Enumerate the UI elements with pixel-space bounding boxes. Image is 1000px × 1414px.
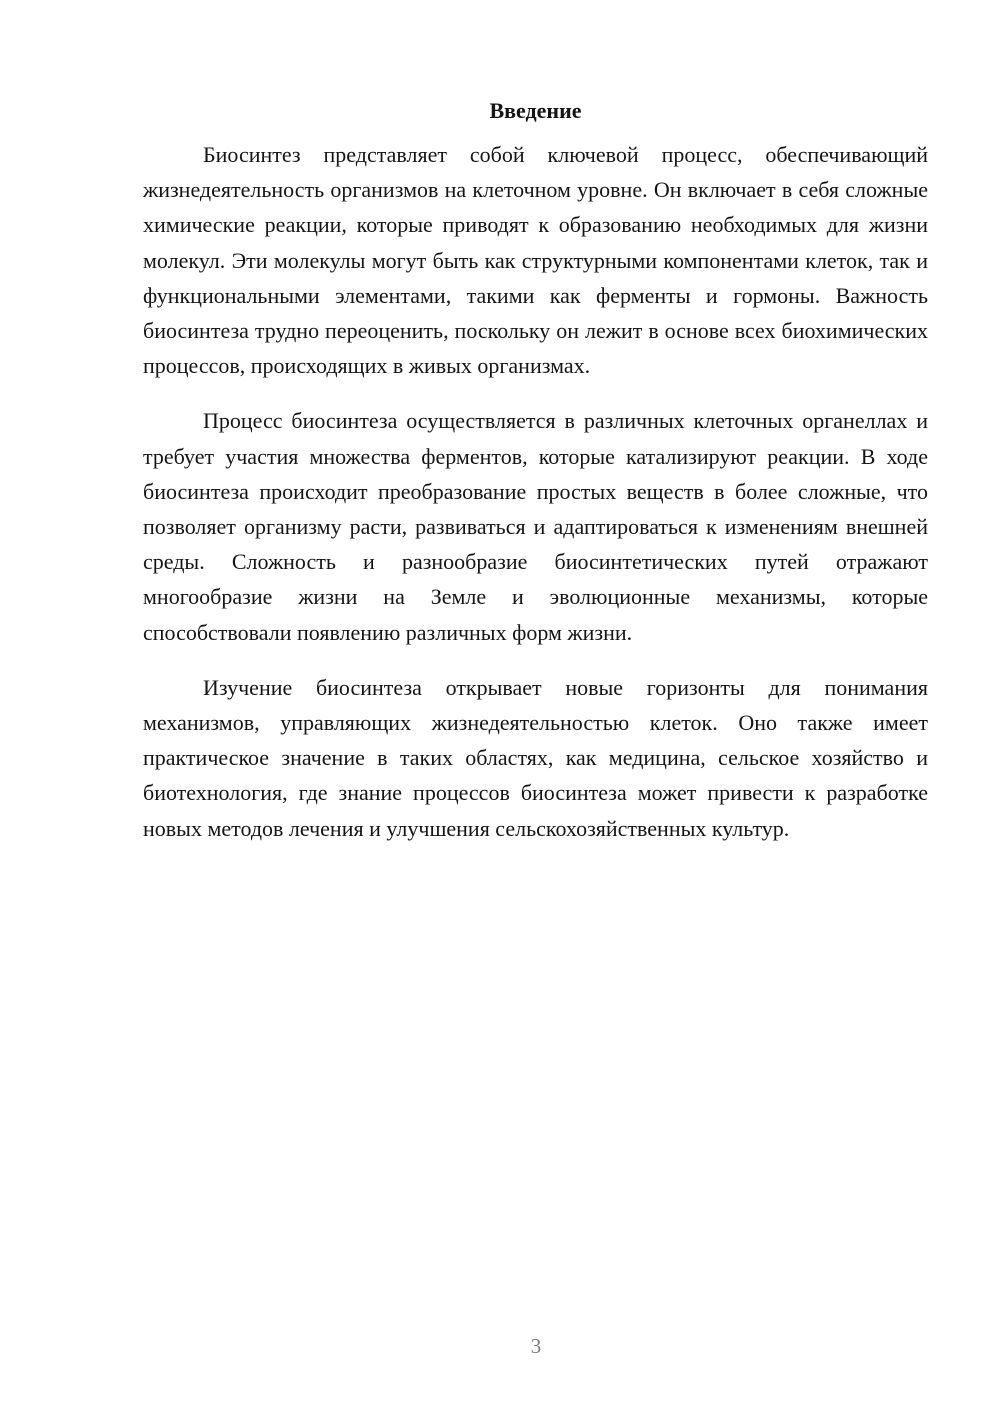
paragraph-1: Биосинтез представляет собой ключевой процесс, обеспечивающий жизнедеятельность организмов на клеточном уровне. Он включает в себя сложные химические реакции, которые приводят к образованию необходимых для жизни молекул. Эти молекулы могут быть как структурными компонентами клеток, так и функциональными элементами, такими как ферменты и гормоны. Важность биосинтеза трудно переоценить, поскольку он лежит в основе всех биохимических процессов, происходящих в живых организмах. <box>143 142 928 379</box>
paragraph-2: Процесс биосинтеза осуществляется в различных клеточных органеллах и требует участия множества ферментов, которые катализируют реакции. В ходе биосинтеза происходит преобразование простых веществ в более сложные, что позволяет организму расти, развиваться и адаптироваться к изменениям внешней среды. Сложность и разнообразие биосинтетических путей отражают многообразие жизни на Земле и эволюционные механизмы, которые способствовали появлению различных форм жизни. <box>143 408 928 645</box>
page-number: 3 <box>530 1334 542 1358</box>
section-heading: Введение <box>489 98 582 123</box>
page-content <box>143 96 928 846</box>
paragraph-3: Изучение биосинтеза открывает новые горизонты для понимания механизмов, управляющих жизнедеятельностью клеток. Оно также имеет практическое значение в таких областях, как медицина, сельское хозяйство и биотехнология, где знание процессов биосинтеза может привести к разработке новых методов лечения и улучшения сельскохозяйственных культур. <box>143 674 928 841</box>
